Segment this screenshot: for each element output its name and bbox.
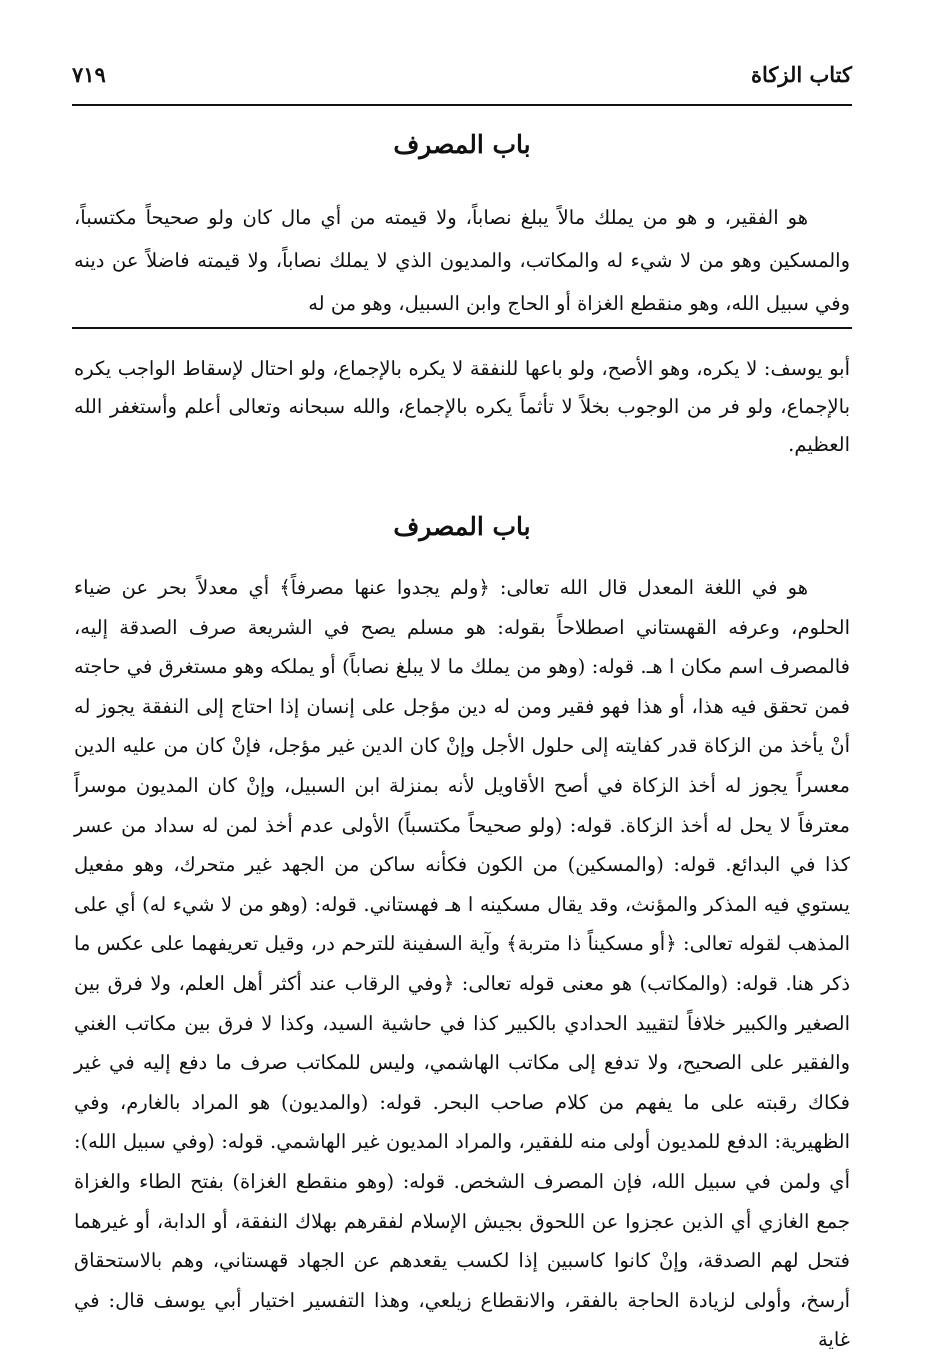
matn-sharh-divider: [72, 327, 852, 329]
page-number: ٧١٩: [72, 61, 106, 87]
matn-heading: باب المصرف: [393, 130, 531, 159]
running-header: [72, 56, 852, 92]
sharh-continuation-text: أبو يوسف: لا يكره، وهو الأصح، ولو باعها للنفقة لا يكره بالإجماع، ولو احتال لإسقاط الواجب يكره بالإجماع، ولو فر من الوجوب بخلاً لا تأثماً يكره بالإجماع، والله سبحانه وتعالى أعلم وأستغفر الله العظيم.: [74, 357, 850, 456]
book-title: كتاب الزكاة: [750, 61, 852, 87]
sharh-heading: باب المصرف: [393, 512, 531, 541]
matn-text: هو الفقير، و هو من يملك مالاً يبلغ نصاباً، ولا قيمته من أي مال كان ولو صحيحاً مكتسباً، والمسكين وهو من لا شيء له والمكاتب، والمديون الذي لا يملك نصاباً، ولا قيمته فاضلاً عن دينه وفي سبيل الله، وهو منقطع الغزاة أو الحاج وابن السبيل، وهو من له: [74, 206, 850, 315]
header-divider: [72, 104, 852, 106]
sharh-text: هو في اللغة المعدل قال الله تعالى: ﴿ولم يجدوا عنها مصرفاً﴾ أي معدلاً بحر عن ضياء الحلوم، وعرفه القهستاني اصطلاحاً بقوله: هو مسلم يصح في الشريعة صرف الصدقة إليه، فالمصرف اسم مكان ا هـ. قوله: (وهو من يملك ما لا يبلغ نصاباً) أو يملكه وهو مستغرق في حاجته فمن تحقق فيه هذا، أو هذا فهو فقير ومن له دين مؤجل على إنسان إذا احتاج إلى النفقة يجوز له أنْ يأخذ من الزكاة قدر كفايته إلى حلول الأجل وإنْ كان الدين غير مؤجل، فإنْ كان من عليه الدين معسراً يجوز له أخذ الزكاة في أصح الأقاويل لأنه بمنزلة ابن السبيل، وإنْ كان المديون موسراً معترفاً لا يحل له أخذ الزكاة. قوله: (ولو صحيحاً مكتسباً) الأولى عدم أخذ لمن له سداد من عسر كذا في البدائع. قوله: (والمسكين) من الكون فكأنه ساكن من الجهد غير متحرك، وهو مفعيل يستوي فيه المذكر والمؤنث، وقد يقال مسكينه ا هـ فهستاني. قوله: (وهو من لا شيء له) أي على المذهب لقوله تعالى: ﴿أو مسكيناً ذا متربة﴾ وآية السفينة للترحم در، وقيل تعريفهما على عكس ما ذكر هنا. قوله: (والمكاتب) هو معنى قوله تعالى: ﴿وفي الرقاب عند أكثر أهل العلم، ولا فرق بين الصغير والكبير خلافاً لتقييد الحدادي بالكبير كذا في حاشية السيد، وكذا لا فرق بين مكاتب الغني والفقير على الصحيح، ولا تدفع إلى مكاتب الهاشمي، وليس للمكاتب صرف ما دفع إليه في غير فكاك رقبته على ما يفهم من كلام صاحب البحر. قوله: (والمديون) هو المراد بالغارم، وفي الظهيرية: الدفع للمديون أولى منه للفقير، والمراد المديون غير الهاشمي. قوله: (وفي سبيل الله): أي ولمن في سبيل الله، فإن المصرف الشخص. قوله: (وهو منقطع الغزاة) بفتح الطاء والغزاة جمع الغازي أي الذين عجزوا عن اللحوق بجيش الإسلام لفقرهم بهلاك النفقة، أو الدابة، أو غيرهما فتحل لهم الصدقة، وإنْ كانوا كاسبين إذا لكسب يقعدهم عن الجهاد قهستاني، وهم بالاستحقاق أرسخ، وأولى لزيادة الحاجة بالفقر، والانقطاع زيلعي، وهذا التفسير اختيار أبي يوسف قال: في غاية: [74, 576, 850, 1352]
